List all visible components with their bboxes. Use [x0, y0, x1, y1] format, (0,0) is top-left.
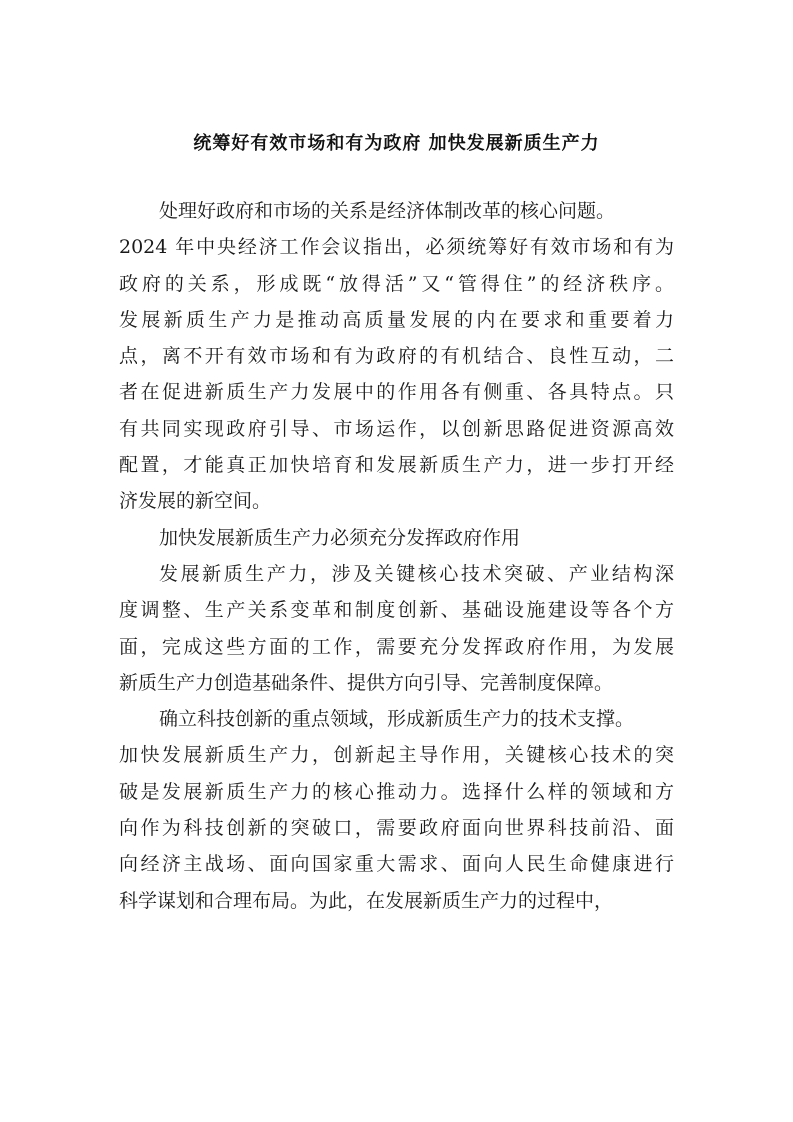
body-line: 配置，才能真正加快培育和发展新质生产力，进一步打开经	[119, 454, 674, 477]
document-body	[119, 193, 674, 919]
body-line: 确立科技创新的重点领域，形成新质生产力的技术支撑。	[159, 708, 635, 731]
body-line: 破是发展新质生产力的核心推动力。选择什么样的领域和方	[119, 780, 674, 803]
body-line: 向经济主战场、面向国家重大需求、面向人民生命健康进行	[119, 853, 674, 876]
body-line: 点，离不开有效市场和有为政府的有机结合、良性互动，二	[119, 345, 674, 368]
body-line: 向作为科技创新的突破口，需要政府面向世界科技前沿、面	[119, 817, 674, 840]
body-line: 济发展的新空间。	[119, 490, 272, 513]
body-line: 科学谋划和合理布局。为此，在发展新质生产力的过程中，	[119, 889, 614, 912]
body-line: 2024 年中央经济工作会议指出，必须统筹好有效市场和有为	[119, 236, 674, 259]
body-line: 政府的关系，形成既“放得活”又“管得住”的经济秩序。	[119, 272, 674, 295]
body-line: 者在促进新质生产力发展中的作用各有侧重、各具特点。只	[119, 381, 674, 404]
document-title: 统筹好有效市场和有为政府 加快发展新质生产力	[193, 133, 600, 154]
body-line: 面，完成这些方面的工作，需要充分发挥政府作用，为发展	[119, 635, 674, 658]
body-line: 加快发展新质生产力，创新起主导作用，关键核心技术的突	[119, 744, 674, 767]
body-line: 处理好政府和市场的关系是经济体制改革的核心问题。	[159, 200, 616, 222]
body-line: 发展新质生产力是推动高质量发展的内在要求和重要着力	[119, 308, 674, 331]
body-line: 新质生产力创造基础条件、提供方向引导、完善制度保障。	[119, 671, 614, 694]
body-line: 度调整、生产关系变革和制度创新、基础设施建设等各个方	[119, 599, 674, 622]
body-line: 加快发展新质生产力必须充分发挥政府作用	[159, 526, 521, 549]
body-line: 发展新质生产力，涉及关键核心技术突破、产业结构深	[159, 562, 674, 585]
body-line: 有共同实现政府引导、市场运作，以创新思路促进资源高效	[119, 417, 674, 440]
